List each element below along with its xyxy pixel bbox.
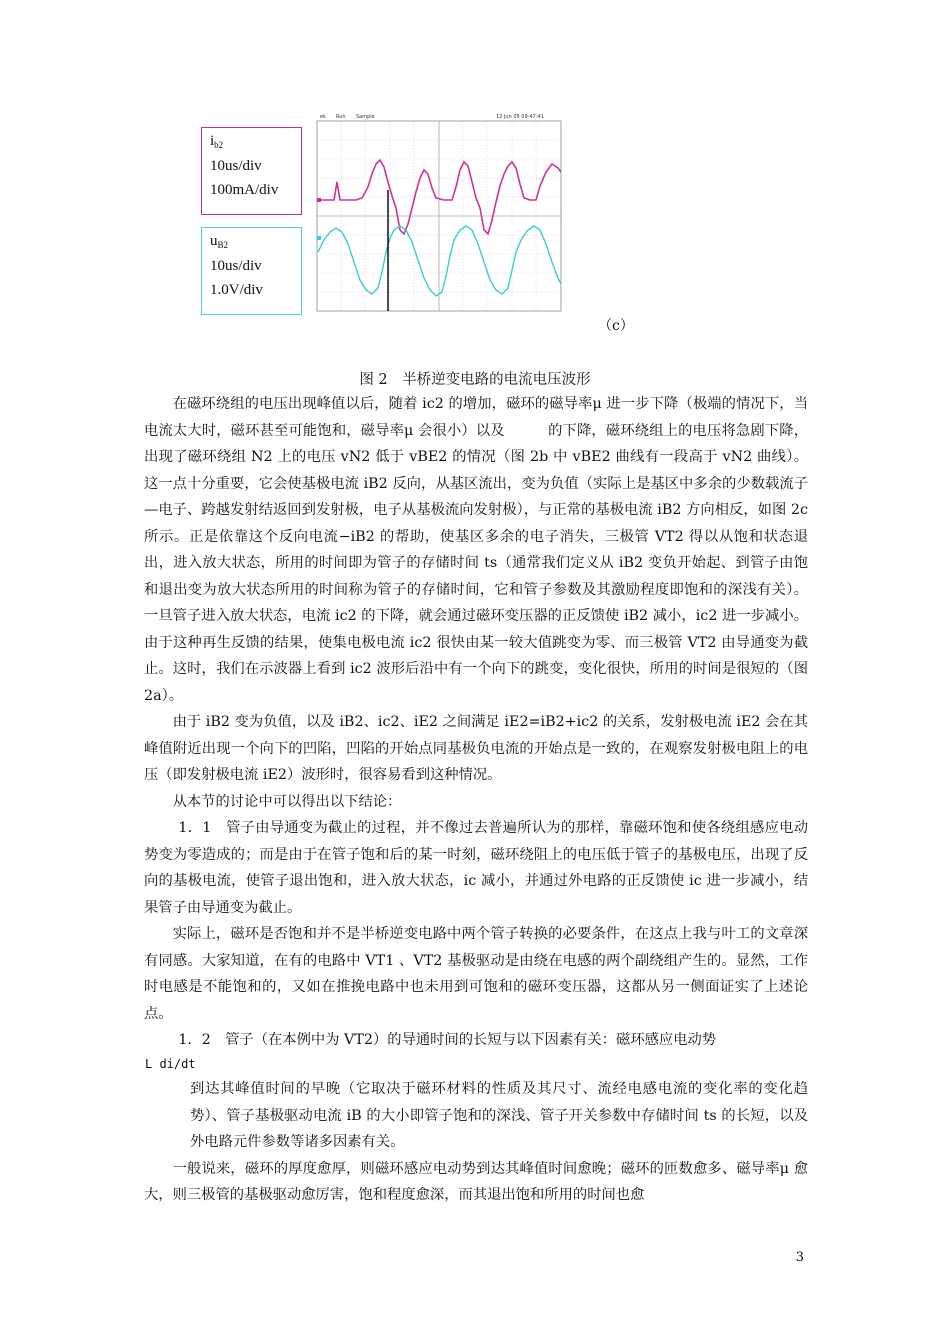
legend-ib2-scale: 100mA/div bbox=[210, 182, 279, 198]
legend-ub2-scale: 1.0V/div bbox=[210, 282, 263, 298]
figure-caption: 图 2 半桥逆变电路的电流电压波形 bbox=[359, 372, 591, 388]
body-text-continued bbox=[144, 1076, 808, 1209]
legend-ub2-timebase: 10us/div bbox=[210, 258, 262, 274]
legend-ub2 bbox=[201, 227, 302, 315]
paragraph-2: 由于 iB2 变为负值，以及 iB2、ic2、iE2 之间满足 iE2=iB2+ic2 的关系，发射极电流 iE2 会在其峰值附近出现一个向下的凹陷，凹陷的开始点同基极负电流的开始点是一致的，在观察发射极电阻上的电压（即发射极电流 iE2）波形时，很容易看到这种情况。 bbox=[144, 714, 808, 783]
paragraph-5: 实际上，磁环是否饱和并不是半桥逆变电路中两个管子转换的必要条件，在这点上我与叶工的文章深有同感。大家知道，在有的电路中 VT1 、VT2 基极驱动是由绕在电感的两个副绕组产生的。显然，工作时电感是不能饱和的，又如在推挽电路中也未用到可饱和的磁环变压器，这都从另一侧面证实了上述论点。 bbox=[144, 926, 808, 1022]
legend-ib2-symbol: i bbox=[210, 133, 215, 149]
page-number: 3 bbox=[795, 1250, 804, 1265]
paragraph-1: 在磁环绕组的电压出现峰值以后，随着 ic2 的增加，磁环的磁导率μ 进一步下降（极端的情况下，当电流太大时，磁环甚至可能饱和，磁导率μ 会很小）以及 的下降，磁环绕组上的电压将急剧下降，出现了磁环绕组 N2 上的电压 vN2 低于 vBE2 的情况（图 2b 中 vBE2 曲线有一段高于 vN2 曲线）。这一点十分重要，它会使基极电流 iB2 反向，从基区流出，变为负值（实际上是基区中多余的少数载流子—电子、跨越发射结返回到发射极，电子从基极流向发射极），与正常的基极电流 iB2 方向相反，如图 2c 所示。正是依靠这个反向电流−iB2 的帮助，使基区多余的电子消失，三极管 VT2 得以从饱和状态退出，进入放大状态，所用的时间即为管子的存储时间 ts（通常我们定义从 iB2 变负开始起、到管子由饱和退出变为放大状态所用的时间称为管子的存储时间，它和管子参数及其激励程度即饱和的深浅有关）。一旦管子进入放大状态，电流 ic2 的下降，就会通过磁环变压器的正反馈使 iB2 减小，ic2 进一步减小。由于这种再生反馈的结果，使集电极电流 ic2 很快由某一较大值跳变为零、而三极管 VT2 由导通变为截止。这时，我们在示波器上看到 ic2 波形后沿中有一个向下的跳变，变化很快，所用的时间是很短的（图 2a）。 bbox=[144, 396, 808, 704]
scope-header-sample: Sample bbox=[356, 114, 375, 120]
paragraph-6: 1．2 管子（在本例中为 VT2）的导通时间的长短与以下因素有关：磁环感应电动势 bbox=[178, 1032, 717, 1048]
legend-ub2-subscript: B2 bbox=[217, 240, 229, 250]
ch-marker-cyan bbox=[317, 236, 321, 240]
paragraph-8: 一般说来，磁环的厚度愈厚，则磁环感应电动势到达其峰值时间愈晚；磁环的匝数愈多、磁导率μ 愈大，则三极管的基极驱动愈厉害，饱和程度愈深，而其退出饱和所用的时间也愈 bbox=[144, 1160, 808, 1203]
legend-ib2-subscript: b2 bbox=[214, 140, 224, 150]
legend-ub2-symbol: u bbox=[210, 233, 218, 249]
paragraph-4: 1．1 管子由导通变为截止的过程，并不像过去普遍所认为的那样，靠磁环饱和使各绕组感应电动势变为零造成的；而是由于在管子饱和后的某一时刻，磁环绕阻上的电压低于管子的基极电压，出现了反向的基极电流，使管子退出饱和，进入放大状态，ic 减小，并通过外电路的正反馈使 ic 进一步减小，结果管子由导通变为截止。 bbox=[144, 820, 808, 916]
paragraph-3: 从本节的讨论中可以得出以下结论： bbox=[172, 793, 402, 810]
legend-ib2-timebase: 10us/div bbox=[210, 158, 262, 174]
panel-label: （c） bbox=[598, 318, 634, 334]
paragraph-7: 到达其峰值时间的早晚（它取决于磁环材料的性质及其尺寸、流经电感电流的变化率的变化趋势）、管子基极驱动电流 iB 的大小即管子饱和的深浅、管子开关参数中存储时间 ts 的长短，以及外电路元件参数等诸多因素有关。 bbox=[190, 1081, 808, 1150]
scope-header-date: 12 Jun 05 09:47:41 bbox=[496, 114, 544, 120]
scope-header-mode: ek bbox=[320, 114, 326, 120]
ch-marker-magenta bbox=[317, 198, 321, 202]
scope-header-run: Run bbox=[336, 114, 346, 120]
oscilloscope-screen bbox=[316, 112, 562, 312]
body-text bbox=[144, 391, 808, 1054]
formula-ldi-dt: L di/dt bbox=[145, 1057, 196, 1071]
legend-ib2 bbox=[201, 127, 302, 215]
